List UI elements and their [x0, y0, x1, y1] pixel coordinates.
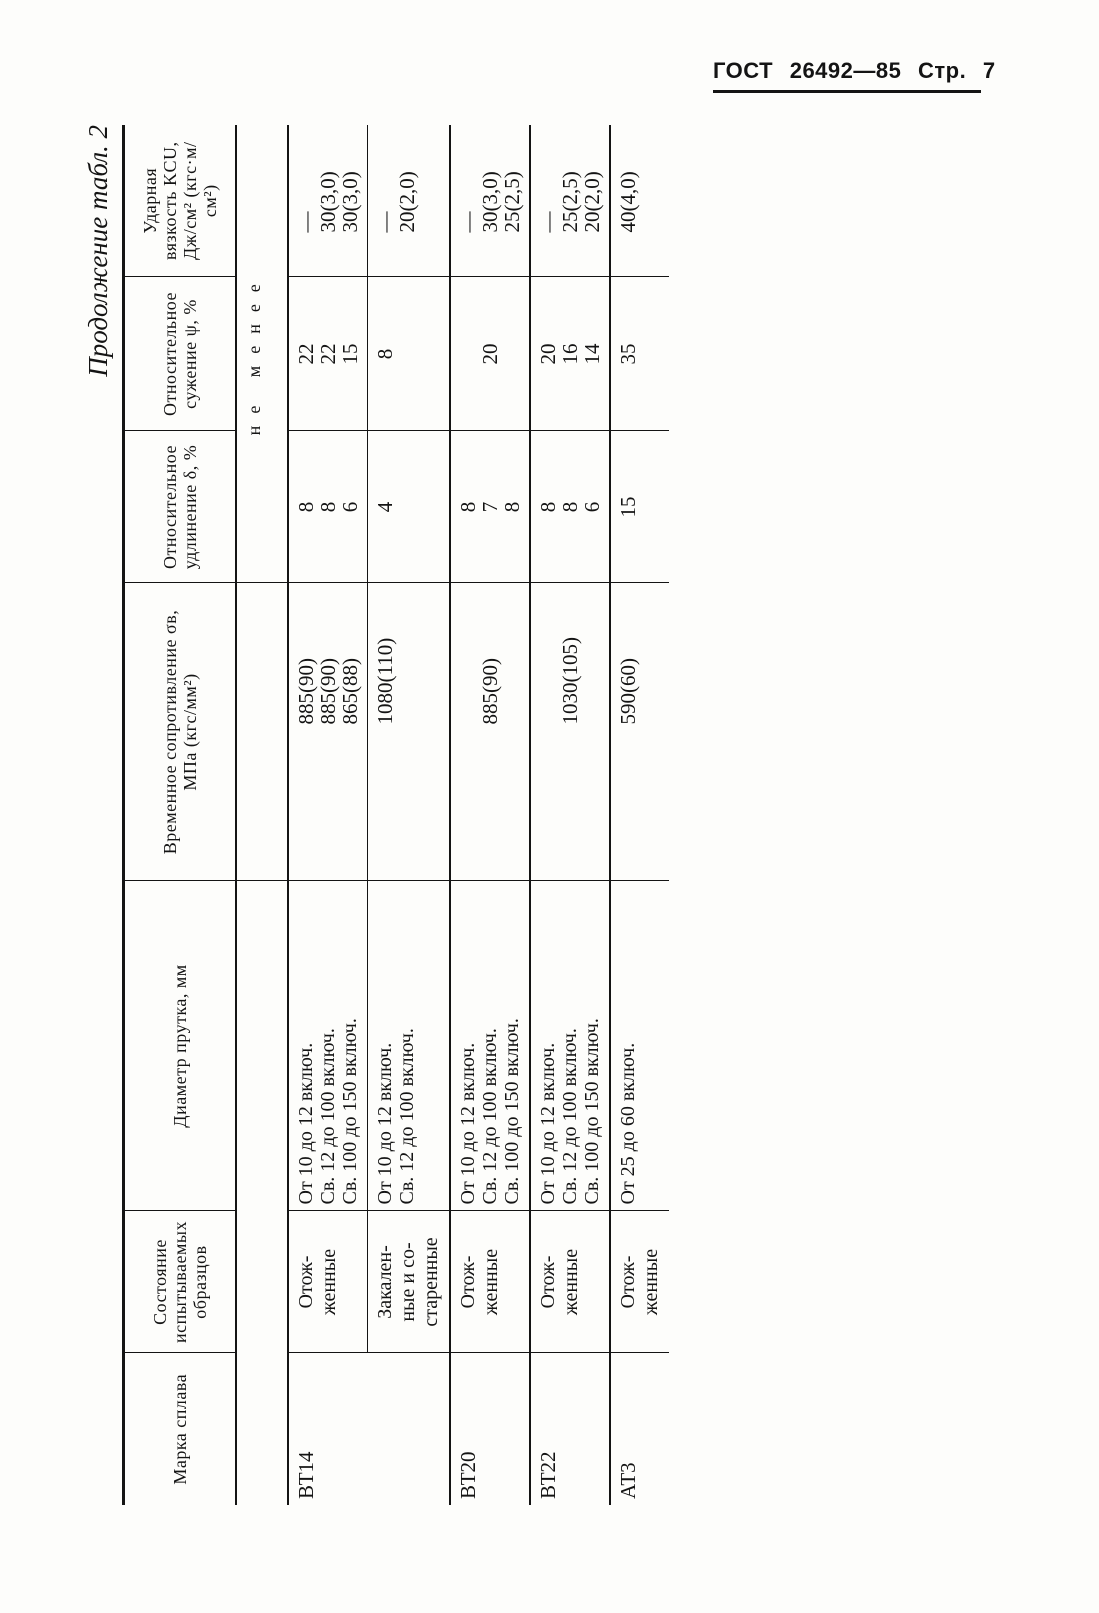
cell-impact — [288, 125, 368, 277]
cell-elongation — [368, 431, 451, 583]
cell-reduction — [450, 277, 530, 431]
reduction-line: 8 — [373, 348, 397, 360]
cell-elongation — [450, 431, 530, 583]
standard-number: 26492—85 — [789, 58, 902, 83]
cell-strength — [288, 583, 368, 881]
not-less-label: не менее — [236, 125, 288, 583]
cell-state: Отож- женные — [610, 1211, 669, 1353]
strength-line: 1030(105) — [558, 637, 582, 725]
cell-grade — [368, 1353, 451, 1505]
impact-line: 30(3,0) — [478, 171, 502, 233]
diameter-line: От 10 до 12 включ. — [374, 1042, 396, 1205]
elongation-line: 8 — [294, 501, 318, 513]
col-header-grade: Марка сплава — [124, 1353, 237, 1505]
col-header-reduction: Относительное сужение ψ, % — [124, 277, 237, 431]
diameter-line: Св. 12 до 100 включ. — [317, 1028, 339, 1205]
cell-strength — [450, 583, 530, 881]
elongation-line: 8 — [500, 501, 524, 513]
reduction-line: 22 — [316, 343, 340, 365]
table-row — [368, 125, 451, 1505]
cell-diameter — [450, 881, 530, 1211]
header-row — [124, 125, 237, 1505]
cell-state: Закален- ные и со- старенные — [368, 1211, 451, 1353]
cell-strength — [368, 583, 451, 881]
reduction-line — [457, 284, 479, 425]
cell-elongation — [288, 431, 368, 583]
reduction-line: 16 — [558, 343, 582, 365]
cell-elongation — [530, 431, 610, 583]
cell-impact — [368, 125, 451, 277]
cell-state: Отож- женные — [530, 1211, 610, 1353]
diameter-line: Св. 12 до 100 включ. — [396, 1028, 418, 1205]
cell-state: Отож- женные — [288, 1211, 368, 1353]
cell-grade: ВТ14 — [288, 1353, 368, 1505]
elongation-line: 15 — [616, 496, 640, 518]
strength-line — [537, 590, 559, 875]
impact-line: 40(4,0) — [616, 171, 640, 233]
cell-reduction — [288, 277, 368, 431]
cell-reduction — [530, 277, 610, 431]
impact-line: 25(2,5) — [500, 171, 524, 233]
table-row — [450, 125, 530, 1505]
cell-diameter — [368, 881, 451, 1211]
diameter-line: Св. 12 до 100 включ. — [559, 1028, 581, 1205]
diameter-line: От 10 до 12 включ. — [457, 1042, 479, 1205]
diameter-line: От 10 до 12 включ. — [295, 1042, 317, 1205]
elongation-line: 8 — [536, 501, 560, 513]
diameter-line: Св. 12 до 100 включ. — [479, 1028, 501, 1205]
strength-line: 865(88) — [338, 658, 362, 725]
strength-line: 885(90) — [294, 658, 318, 725]
cell-state: Отож- женные — [450, 1211, 530, 1353]
cell-diameter — [288, 881, 368, 1211]
col-header-state: Состояние испытываемых образцов — [124, 1211, 237, 1353]
table-row — [530, 125, 610, 1505]
elongation-line: 6 — [338, 501, 362, 513]
not-less-row — [236, 125, 288, 1505]
cell-reduction — [610, 277, 669, 431]
impact-line: — — [536, 211, 560, 233]
impact-line: 25(2,5) — [558, 171, 582, 233]
elongation-line: 4 — [373, 501, 397, 513]
cell-impact — [610, 125, 669, 277]
strength-line: 590(60) — [616, 658, 640, 725]
page-number: 7 — [982, 58, 996, 83]
elongation-line: 7 — [478, 501, 502, 513]
table-caption: Продолжение табл. 2 — [83, 125, 113, 377]
impact-line: — — [294, 211, 318, 233]
table-body — [236, 125, 669, 1505]
col-header-elongation: Относительное удлинение δ, % — [124, 431, 237, 583]
diameter-line: Св. 100 до 150 включ. — [581, 1018, 603, 1205]
page-header — [713, 58, 996, 93]
table-row — [610, 125, 669, 1505]
cell-impact — [450, 125, 530, 277]
col-header-impact: Ударная вязкость KCU, Дж/см² (кгс·м/см²) — [124, 125, 237, 277]
reduction-line: 35 — [616, 343, 640, 365]
col-header-diameter: Диаметр прутка, мм — [124, 881, 237, 1211]
cell-diameter — [530, 881, 610, 1211]
cell-strength — [530, 583, 610, 881]
strength-line: 885(90) — [478, 658, 502, 725]
cell-grade: ВТ22 — [530, 1353, 610, 1505]
cell-grade: ВТ20 — [450, 1353, 530, 1505]
properties-table — [122, 125, 669, 1505]
diameter-line: От 10 до 12 включ. — [537, 1042, 559, 1205]
cell-impact — [530, 125, 610, 277]
table-row — [288, 125, 368, 1505]
impact-line: — — [373, 211, 397, 233]
cell-diameter — [610, 881, 669, 1211]
elongation-line: 8 — [316, 501, 340, 513]
strength-line: 1080(110) — [373, 637, 397, 725]
impact-line: 20(2,0) — [395, 171, 419, 233]
rotated-table-block — [75, 125, 975, 1505]
impact-line: 30(3,0) — [338, 171, 362, 233]
col-header-strength: Временное сопротивление σв, МПа (кгс/мм²) — [124, 583, 237, 881]
page-label: Стр. — [917, 58, 967, 83]
reduction-line: 15 — [338, 343, 362, 365]
diameter-line: Св. 100 до 150 включ. — [339, 1018, 361, 1205]
diameter-line: От 25 до 60 включ. — [617, 1042, 639, 1205]
elongation-line: 8 — [456, 501, 480, 513]
reduction-line: 14 — [580, 343, 604, 365]
cell-strength — [610, 583, 669, 881]
impact-line: 30(3,0) — [316, 171, 340, 233]
impact-line: 20(2,0) — [580, 171, 604, 233]
standard-label: ГОСТ — [713, 58, 774, 83]
impact-line: — — [456, 211, 480, 233]
diameter-line: Св. 100 до 150 включ. — [501, 1018, 523, 1205]
elongation-line: 6 — [580, 501, 604, 513]
reduction-line: 22 — [294, 343, 318, 365]
reduction-line: 20 — [536, 343, 560, 365]
cell-reduction — [368, 277, 451, 431]
strength-line — [457, 590, 479, 875]
reduction-line: 20 — [478, 343, 502, 365]
strength-line: 885(90) — [316, 658, 340, 725]
elongation-line: 8 — [558, 501, 582, 513]
cell-grade: АТ3 — [610, 1353, 669, 1505]
cell-elongation — [610, 431, 669, 583]
